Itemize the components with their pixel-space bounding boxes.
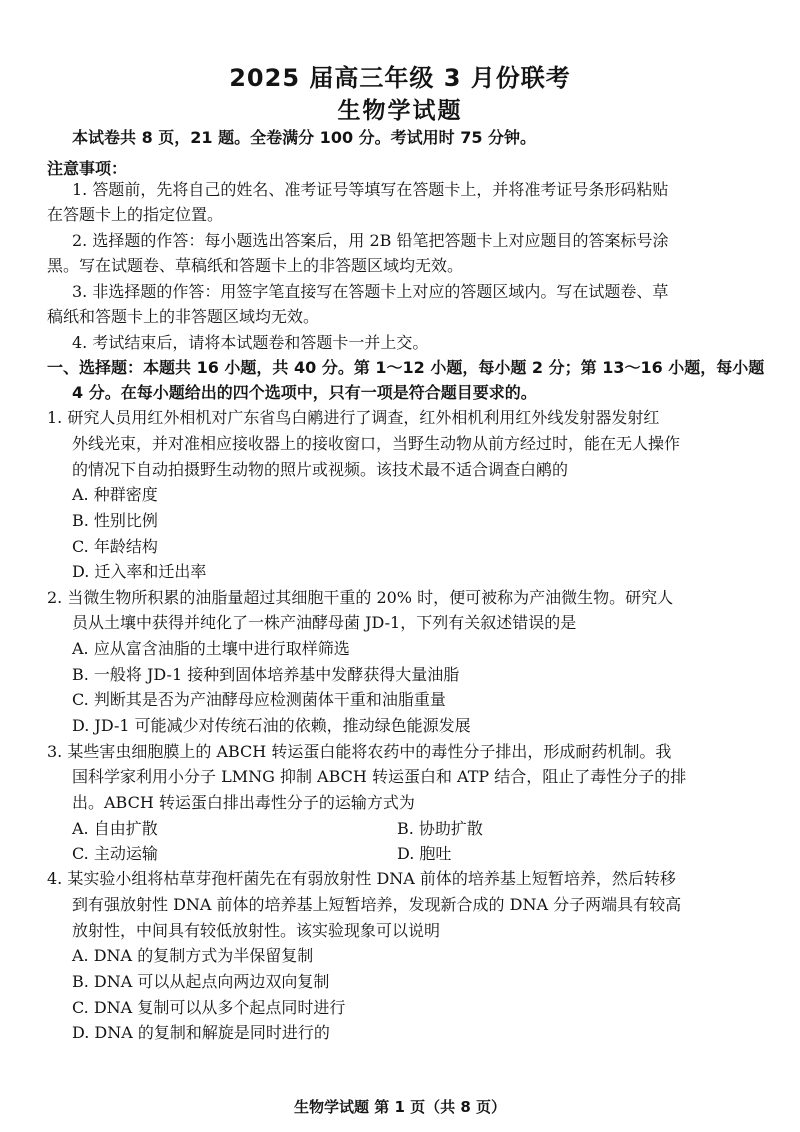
exam-intro: 本试卷共 8 页，21 题。全卷满分 100 分。考试用时 75 分钟。: [72, 128, 537, 147]
question-stem: 员从土壤中获得并纯化了一株产油酵母菌 JD-1，下列有关叙述错误的是: [72, 613, 577, 632]
option-b: B. 协助扩散: [397, 819, 483, 838]
option-c: C. 年龄结构: [72, 537, 158, 556]
option-a: A. 应从富含油脂的土壤中进行取样筛选: [72, 639, 350, 658]
option-a: A. 种群密度: [72, 485, 158, 504]
question-stem: 1. 研究人员用红外相机对广东省鸟白鹇进行了调查，红外相机利用红外线发射器发射红: [47, 408, 660, 427]
section-heading: 一、选择题：本题共 16 小题，共 40 分。第 1～12 小题，每小题 2 分；第 13～16 小题，每小题: [47, 358, 765, 377]
option-b: B. 性别比例: [72, 511, 158, 530]
question-stem: 的情况下自动拍摄野生动物的照片或视频。该技术最不适合调查白鹇的: [72, 460, 569, 479]
notice-line: 3. 非选择题的作答：用签字笔直接写在答题卡上对应的答题区域内。写在试题卷、草: [72, 282, 669, 301]
option-b: B. DNA 可以从起点向两边双向复制: [72, 972, 330, 991]
question-stem: 放射性，中间具有较低放射性。该实验现象可以说明: [72, 921, 441, 940]
option-a: A. 自由扩散: [72, 819, 158, 838]
option-a: A. DNA 的复制方式为半保留复制: [72, 946, 314, 965]
section-heading-cont: 4 分。在每小题给出的四个选项中，只有一项是符合题目要求的。: [72, 383, 537, 402]
option-c: C. DNA 复制可以从多个起点同时进行: [72, 998, 346, 1017]
notice-heading: 注意事项：: [47, 159, 128, 178]
question-stem: 2. 当微生物所积累的油脂量超过其细胞干重的 20% 时，便可被称为产油微生物。研究人: [47, 588, 674, 607]
question-stem: 3. 某些害虫细胞膜上的 ABCH 转运蛋白能将农药中的毒性分子排出，形成耐药机制。我: [47, 742, 672, 761]
page-footer: 生物学试题 第 1 页（共 8 页）: [294, 1098, 506, 1116]
option-c: C. 主动运输: [72, 844, 158, 863]
option-d: D. 胞吐: [397, 844, 452, 863]
question-stem: 到有强放射性 DNA 前体的培养基上短暂培养，发现新合成的 DNA 分子两端具有较高: [72, 895, 682, 914]
notice-line: 黑。写在试题卷、草稿纸和答题卡上的非答题区域均无效。: [47, 256, 464, 275]
option-d: D. DNA 的复制和解旋是同时进行的: [72, 1023, 330, 1042]
notice-line: 1. 答题前，先将自己的姓名、准考证号等填写在答题卡上，并将准考证号条形码粘贴: [72, 180, 669, 199]
option-b: B. 一般将 JD-1 接种到固体培养基中发酵获得大量油脂: [72, 665, 460, 684]
notice-line: 2. 选择题的作答：每小题选出答案后，用 2B 铅笔把答题卡上对应题目的答案标号涂: [72, 231, 669, 250]
subject-title: 生物学试题: [337, 98, 463, 124]
option-d: D. JD-1 可能减少对传统石油的依赖，推动绿色能源发展: [72, 716, 471, 735]
question-stem: 出。ABCH 转运蛋白排出毒性分子的运输方式为: [72, 793, 415, 812]
question-stem: 外线光束，并对准相应接收器上的接收窗口，当野生动物从前方经过时，能在无人操作: [72, 434, 681, 453]
notice-line: 在答题卡上的指定位置。: [47, 205, 224, 224]
question-stem: 国科学家利用小分子 LMNG 抑制 ABCH 转运蛋白和 ATP 结合，阻止了毒性分子的排: [72, 767, 687, 786]
option-d: D. 迁入率和迁出率: [72, 562, 207, 581]
question-stem: 4. 某实验小组将枯草芽孢杆菌先在有弱放射性 DNA 前体的培养基上短暂培养，然后转移: [47, 869, 676, 888]
notice-line: 稿纸和答题卡上的非答题区域均无效。: [47, 307, 320, 326]
exam-title: 2025 届高三年级 3 月份联考: [229, 64, 571, 92]
notice-line: 4. 考试结束后，请将本试题卷和答题卡一并上交。: [72, 333, 429, 352]
option-c: C. 判断其是否为产油酵母应检测菌体干重和油脂重量: [72, 690, 446, 709]
